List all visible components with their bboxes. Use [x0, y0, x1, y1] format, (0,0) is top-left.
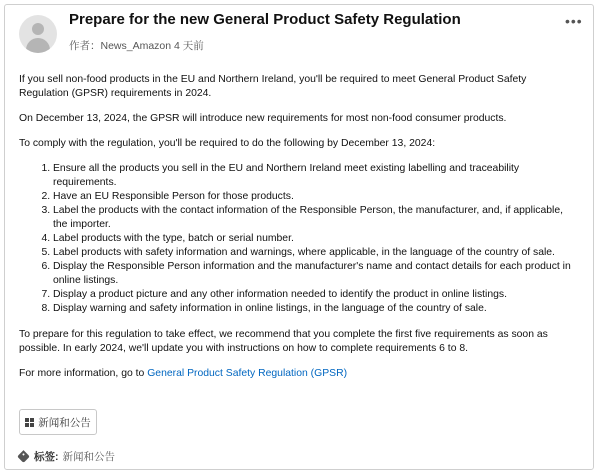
- post-card: [4, 4, 594, 470]
- avatar-body: [26, 38, 50, 53]
- list-item: 8. Display warning and safety information in online listings, in the language of the country of sale.: [53, 302, 575, 316]
- paragraph-comply: To comply with the regulation, you'll be required to do the following by December 13, 2024:: [19, 138, 436, 149]
- tag-icon: [17, 450, 30, 463]
- category-button[interactable]: [19, 409, 97, 435]
- category-button-label: 新闻和公告: [38, 416, 91, 429]
- paragraph-more-info: [19, 367, 575, 381]
- post-title: Prepare for the new General Product Safety Regulation: [69, 11, 461, 28]
- gpsr-link[interactable]: General Product Safety Regulation (GPSR): [147, 368, 348, 379]
- author-name[interactable]: News_Amazon: [100, 40, 172, 52]
- tags-label: 标签:: [34, 451, 59, 463]
- list-item: 7. Display a product picture and any other information needed to identify the product in online listings.: [53, 288, 575, 302]
- requirements-list: [19, 162, 575, 316]
- list-item: 1. Ensure all the products you sell in the EU and Northern Ireland meet existing labelling and traceability requirements.: [53, 162, 575, 190]
- post-time: 4 天前: [174, 40, 204, 52]
- list-item: 5. Label products with safety information and warnings, where applicable, in the language of the country of sale.: [53, 246, 575, 260]
- author-prefix: 作者：: [69, 40, 101, 52]
- post-body: [19, 73, 575, 392]
- ellipsis-icon[interactable]: •••: [565, 13, 583, 29]
- list-item: 6. Display the Responsible Person information and the manufacturer's name and contact details for each product in online listings.: [53, 260, 575, 288]
- paragraph-intro: If you sell non-food products in the EU and Northern Ireland, you'll be required to meet General Product Safety Regulation (GPSR) requirements in 2024.: [19, 74, 527, 99]
- list-item: 2. Have an EU Responsible Person for those products.: [53, 190, 575, 204]
- tag-value[interactable]: 新闻和公告: [62, 451, 115, 463]
- tags-row: [19, 449, 115, 464]
- list-item: 3. Label the products with the contact information of the Responsible Person, the manufacturer, and, if applicable, the importer.: [53, 204, 575, 232]
- avatar[interactable]: [19, 15, 57, 53]
- post-meta: [69, 38, 204, 53]
- avatar-head: [32, 23, 44, 35]
- paragraph-prepare: To prepare for this regulation to take effect, we recommend that you complete the first five requirements as soon as possible. In early 2024, we'll update you with instructions on how to complete requirements 6 to 8.: [19, 329, 548, 354]
- grid-icon: [25, 418, 34, 427]
- paragraph-date: On December 13, 2024, the GPSR will introduce new requirements for most non-food consumer products.: [19, 113, 507, 124]
- more-info-prefix: For more information, go to: [19, 368, 148, 379]
- list-item: 4. Label products with the type, batch or serial number.: [53, 232, 575, 246]
